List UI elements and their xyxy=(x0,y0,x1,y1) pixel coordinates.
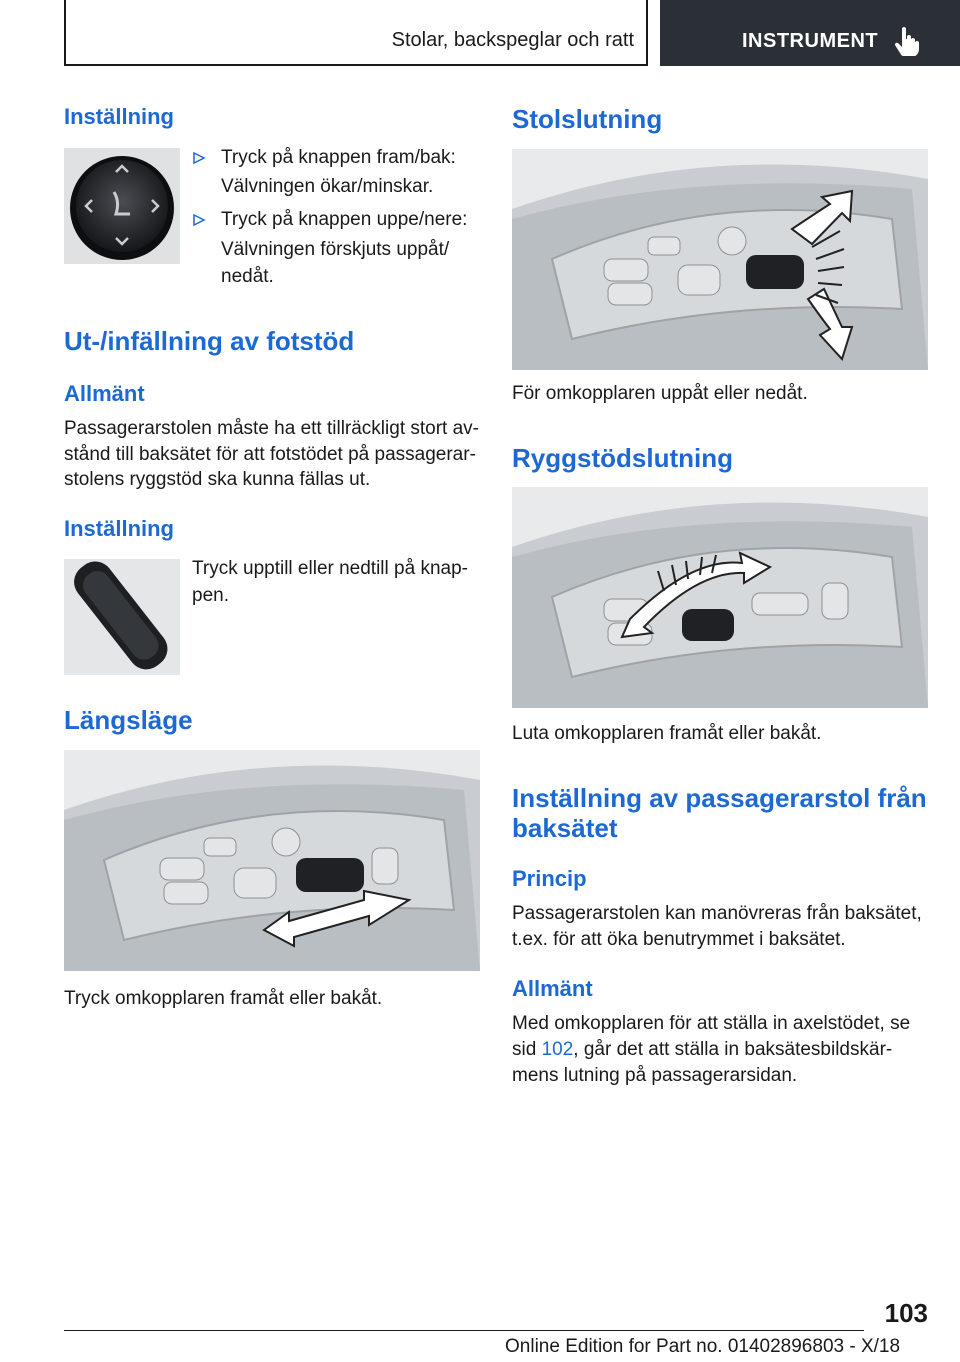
tilt-heading: Stolslutning xyxy=(512,104,663,134)
longitudinal-heading: Längsläge xyxy=(64,705,193,735)
backrest-tilt-photo xyxy=(512,487,928,708)
setting-heading-2: Inställning xyxy=(64,516,174,541)
header-chapter: Stolar, backspeglar och ratt xyxy=(391,29,634,51)
bullet-2-result-2: nedåt. xyxy=(221,266,274,287)
rear-seat-heading xyxy=(512,783,927,843)
general-text-line-2: stånd till baksätet för att fotstödet på passagerar- xyxy=(64,444,476,465)
seat-tilt-photo xyxy=(512,149,928,370)
general-right-line-2 xyxy=(512,1036,892,1063)
general-heading-right: Allmänt xyxy=(512,976,593,1001)
bullet-2-text: Tryck på knappen uppe/nere: xyxy=(221,209,468,230)
footer-divider xyxy=(64,1330,864,1331)
page-reference-link[interactable]: 102 xyxy=(541,1039,574,1060)
general-text-line-1: Passagerarstolen måste ha ett tillräckligt stort av- xyxy=(64,418,480,439)
bullet-triangle-icon xyxy=(192,151,206,165)
page-number: 103 xyxy=(884,1298,928,1328)
lumbar-control-photo xyxy=(64,148,180,264)
footrest-heading: Ut-/infällning av fotstöd xyxy=(64,326,355,356)
general-right-line-2-post: , går det att ställa in baksätesbildskär- xyxy=(573,1039,893,1060)
general-right-line-3: mens lutning på passagerarsidan. xyxy=(512,1065,798,1086)
tilt-caption: För omkopplaren uppåt eller nedåt. xyxy=(512,383,808,404)
general-right-line-1: Med omkopplaren för att ställa in axelstödet, se xyxy=(512,1013,911,1034)
header-chapter-box xyxy=(64,0,648,66)
header-section-tab[interactable] xyxy=(660,0,960,66)
rear-seat-heading-line-2: baksätet xyxy=(512,813,618,843)
general-text-line-3: stolens ryggstöd ska kunna fällas ut. xyxy=(64,469,371,490)
general-right-line-2-pre: sid xyxy=(512,1039,542,1060)
general-heading-left: Allmänt xyxy=(64,381,145,406)
backrest-caption: Luta omkopplaren framåt eller bakåt. xyxy=(512,723,822,744)
backrest-heading: Ryggstödslutning xyxy=(512,443,733,473)
longitudinal-control-photo xyxy=(64,750,480,971)
principle-line-1: Passagerarstolen kan manövreras från baksätet, xyxy=(512,903,922,924)
bullet-triangle-icon xyxy=(192,213,206,227)
setting-2-text-line-2: pen. xyxy=(192,585,229,606)
setting-heading-1: Inställning xyxy=(64,104,174,129)
setting-2-text-line-1: Tryck upptill eller nedtill på knap- xyxy=(192,558,468,579)
header-section: INSTRUMENT xyxy=(742,30,879,52)
bullet-1-text: Tryck på knappen fram/bak: xyxy=(221,147,456,168)
longitudinal-caption: Tryck omkopplaren framåt eller bakåt. xyxy=(64,988,383,1009)
principle-heading: Princip xyxy=(512,866,587,891)
bullet-2-result-1: Välvningen förskjuts uppåt/ xyxy=(221,239,450,260)
principle-line-2: t.ex. för att öka benutrymmet i baksätet. xyxy=(512,929,846,950)
rear-seat-heading-line-1: Inställning av passagerarstol från xyxy=(512,783,927,813)
footer-edition: Online Edition for Part no. 01402896803 - X/18 xyxy=(505,1336,901,1357)
footrest-button-photo xyxy=(64,559,180,675)
pointing-hand-icon xyxy=(895,26,921,56)
bullet-1-result: Välvningen ökar/minskar. xyxy=(221,176,434,197)
